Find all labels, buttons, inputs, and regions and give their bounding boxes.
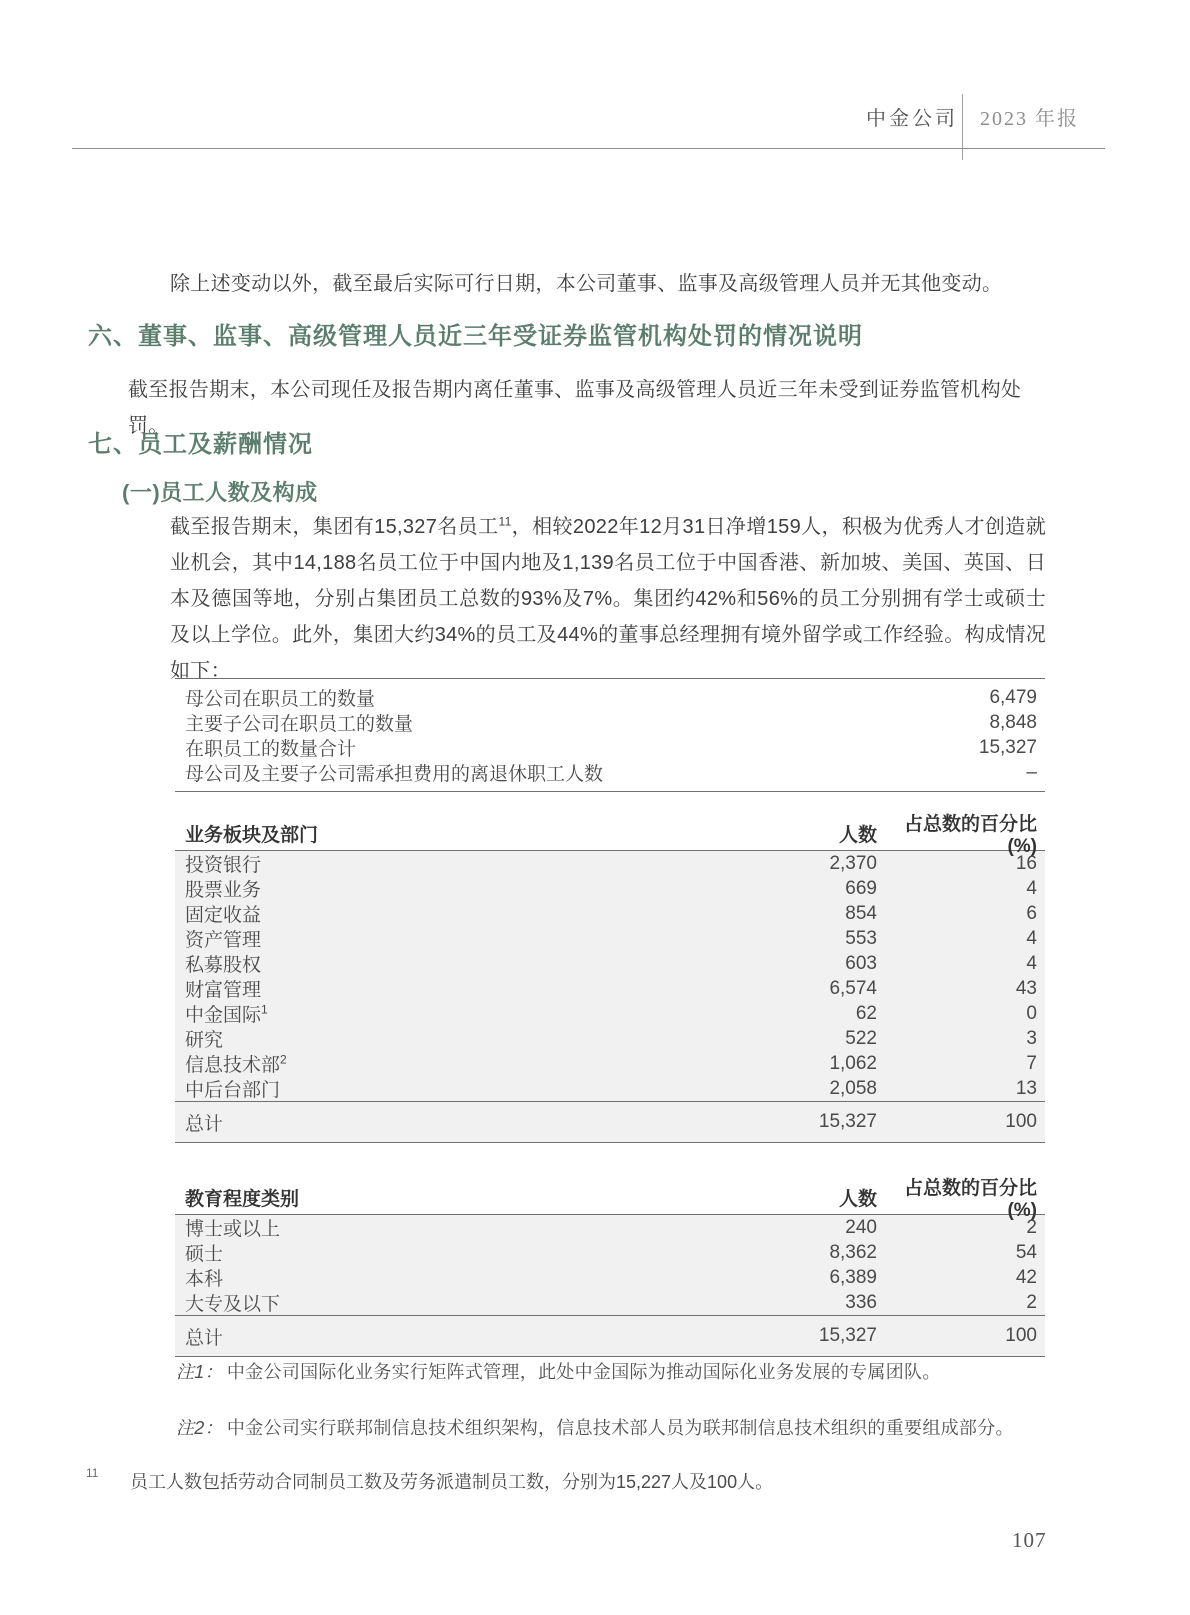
paragraph-text-before-footnote: 截至报告期末，集团有15,327名员工 (170, 516, 499, 538)
table-row (175, 926, 1045, 951)
row-note-ref: 1 (261, 1002, 268, 1017)
row-count: 8,362 (829, 1241, 877, 1263)
column-header-percentage: 占总数的百分比(%) (903, 813, 1037, 857)
row-label-text: 私募股权 (185, 955, 262, 976)
row-count: 62 (855, 1002, 877, 1024)
section-6-heading: 六、董事、监事、高级管理人员近三年受证券监管机构处罚的情况说明 (88, 323, 863, 350)
table-row (175, 951, 1045, 976)
column-header-percentage: 占总数的百分比(%) (903, 1177, 1037, 1221)
table-body (175, 1215, 1045, 1315)
row-percentage: 2 (1026, 1216, 1037, 1238)
row-count: 2,058 (829, 1077, 877, 1099)
row-label (175, 1075, 757, 1102)
row-label (175, 1050, 757, 1077)
header-company-name: 中金公司 (866, 108, 958, 130)
table-row (175, 976, 1045, 1001)
row-label-text: 股票业务 (185, 880, 262, 901)
row-percentage: 7 (1026, 1052, 1037, 1074)
note-label: 注2： (176, 1418, 223, 1438)
row-percentage: 2 (1026, 1291, 1037, 1313)
row-label: 大专及以下 (185, 1294, 281, 1315)
row-label (175, 1025, 757, 1052)
row-label: 母公司及主要子公司需承担费用的离退休职工人数 (185, 764, 604, 785)
headcount-summary-table (175, 678, 1045, 792)
table-row (175, 685, 1045, 710)
footnote-text: 员工人数包括劳动合同制员工数及劳务派遣制员工数，分别为15,227人及100人。 (130, 1472, 774, 1492)
row-count: 6,574 (829, 977, 877, 999)
row-percentage: 4 (1026, 877, 1037, 899)
row-value: 15,327 (978, 736, 1037, 758)
note-text: 中金公司国际化业务实行矩阵式管理，此处中金国际为推动国际化业务发展的专属团队。 (226, 1362, 941, 1382)
paragraph-text-after-footnote: ，相较2022年12月31日净增159人，积极为优秀人才创造就业机会，其中14,188名员工位于中国内地及1,139名员工位于中国香港、新加坡、美国、英国、日本及德国等地，分别占集团员工总数的93%及7%。集团约42%和56%的员工分别拥有学士或硕士及以上学位。此外，集团大约34%的员工及44%的董事总经理拥有境外留学或工作经验。构成情况如下： (170, 516, 1046, 682)
page-number: 107 (1012, 1528, 1047, 1552)
total-label: 总计 (185, 1327, 224, 1349)
table-row (175, 1001, 1045, 1026)
row-count: 669 (845, 877, 877, 899)
column-header-department: 业务板块及部门 (185, 824, 319, 846)
footnote-reference-11: 11 (498, 514, 512, 529)
column-header-count: 人数 (838, 1188, 877, 1210)
row-percentage: 16 (1015, 852, 1037, 874)
row-label-text: 信息技术部 (185, 1055, 281, 1076)
row-label (175, 975, 757, 1002)
row-count: 1,062 (829, 1052, 877, 1074)
intro-paragraph: 除上述变动以外，截至最后实际可行日期，本公司董事、监事及高级管理人员并无其他变动。 (170, 273, 1003, 295)
row-label: 本科 (185, 1269, 224, 1290)
row-count: 6,389 (829, 1266, 877, 1288)
table-note-2 (176, 1414, 1014, 1440)
row-label: 主要子公司在职员工的数量 (185, 714, 414, 735)
row-label: 博士或以上 (185, 1219, 281, 1240)
row-label (175, 850, 757, 877)
row-note-ref: 2 (280, 1052, 287, 1067)
table-row (175, 1215, 1045, 1240)
business-departments-table (175, 813, 1045, 1143)
total-percentage: 100 (1005, 1111, 1037, 1132)
table-header-row (175, 1177, 1045, 1221)
row-label-text: 研究 (185, 1030, 224, 1051)
row-percentage: 42 (1015, 1266, 1037, 1288)
total-label: 总计 (185, 1113, 224, 1135)
row-label (175, 950, 757, 977)
row-label-text: 中金国际 (185, 1005, 262, 1026)
total-count: 15,327 (818, 1325, 877, 1346)
table-row (175, 851, 1045, 876)
row-value: 8,848 (989, 711, 1037, 733)
table-header-row (175, 813, 1045, 857)
column-header-count: 人数 (838, 824, 877, 846)
header-vertical-divider (962, 94, 963, 160)
total-percentage: 100 (1005, 1325, 1037, 1346)
table-row (175, 901, 1045, 926)
table-row (175, 1265, 1045, 1290)
table-row (175, 760, 1045, 785)
total-count: 15,327 (818, 1111, 877, 1132)
row-percentage: 4 (1026, 927, 1037, 949)
section-7-paragraph (170, 509, 1046, 689)
row-percentage: 54 (1015, 1241, 1037, 1263)
note-text: 中金公司实行联邦制信息技术组织架构，信息技术部人员为联邦制信息技术组织的重要组成部分。 (226, 1418, 1014, 1438)
row-percentage: 43 (1015, 977, 1037, 999)
table-row (175, 1240, 1045, 1265)
row-percentage: 0 (1026, 1002, 1037, 1024)
row-count: 336 (845, 1291, 877, 1313)
table-row (175, 1076, 1045, 1101)
table-total-row (175, 1102, 1045, 1143)
table-row (175, 710, 1045, 735)
footnote-marker: 11 (86, 1466, 99, 1480)
section-6-paragraph: 截至报告期末，本公司现任及报告期内离任董事、监事及高级管理人员近三年未受到证券监管机构处罚。 (128, 379, 1022, 437)
row-percentage: 4 (1026, 952, 1037, 974)
row-label (175, 1000, 757, 1027)
row-count: 854 (845, 902, 877, 924)
table-total-row (175, 1316, 1045, 1357)
row-label-text: 投资银行 (185, 855, 262, 876)
row-label: 在职员工的数量合计 (185, 739, 357, 760)
row-count: 603 (845, 952, 877, 974)
table-body (175, 851, 1045, 1101)
row-value: 6,479 (989, 686, 1037, 708)
row-percentage: 3 (1026, 1027, 1037, 1049)
header-rule (72, 148, 1105, 149)
row-label-text: 中后台部门 (185, 1080, 281, 1101)
section-7-heading: 七、员工及薪酬情况 (88, 431, 313, 458)
section-7-subheading: (一)员工人数及构成 (122, 480, 318, 505)
table-row (175, 1051, 1045, 1076)
row-count: 522 (845, 1027, 877, 1049)
row-percentage: 13 (1015, 1077, 1037, 1099)
row-label: 硕士 (185, 1244, 224, 1265)
column-header-education: 教育程度类别 (185, 1188, 300, 1210)
row-label (175, 900, 757, 927)
row-count: 553 (845, 927, 877, 949)
table-note-1 (176, 1358, 941, 1384)
table-row (175, 876, 1045, 901)
row-count: 2,370 (829, 852, 877, 874)
row-count: 240 (845, 1216, 877, 1238)
note-label: 注1： (176, 1362, 223, 1382)
table-row (175, 1026, 1045, 1051)
row-label-text: 固定收益 (185, 905, 262, 926)
table-row (175, 1290, 1045, 1315)
row-label-text: 财富管理 (185, 980, 262, 1001)
row-percentage: 6 (1026, 902, 1037, 924)
row-label-text: 资产管理 (185, 930, 262, 951)
education-levels-table (175, 1177, 1045, 1357)
table-row (175, 735, 1045, 760)
row-label: 母公司在职员工的数量 (185, 689, 376, 710)
header-report-edition: 2023 年报 (980, 108, 1079, 130)
row-value: – (1026, 761, 1037, 783)
row-label (175, 925, 757, 952)
row-label (175, 875, 757, 902)
